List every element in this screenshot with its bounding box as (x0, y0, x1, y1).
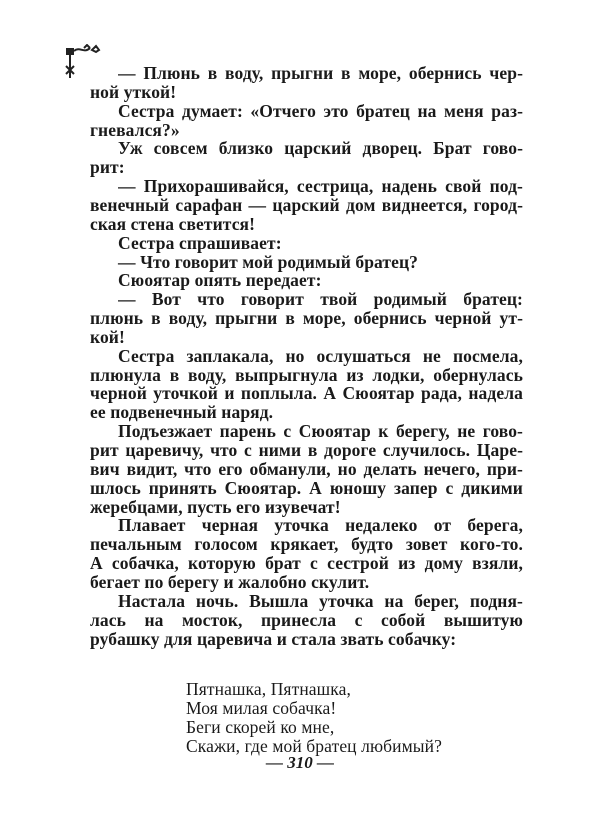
text-line: Сестра заплакала, но ослушаться не посмела, (118, 346, 523, 366)
text-line: гневался?» (90, 119, 180, 140)
text-line: Сюоятар опять передает: (118, 270, 322, 291)
text-line: Подъезжает парень с Сюоятар к берегу, не гово- (118, 422, 523, 442)
text-line: ной уткой! (90, 81, 177, 102)
text-line: ская стена светится! (90, 213, 256, 234)
page-number: — 310 — (266, 753, 334, 772)
text-line: печальным голосом крякает, будто зовет кого-то. (90, 535, 523, 555)
text-line: шлось принять Сюоятар. А юношу запер с дикими (90, 478, 523, 498)
poem-line: Моя милая собачка! (186, 698, 337, 718)
text-line: рит: (90, 157, 125, 178)
text-line: А собачка, которую брат с сестрой из дому взяли, (90, 554, 523, 574)
poem-line: Пятнашка, Пятнашка, (186, 679, 351, 699)
text-line: — Плюнь в воду, прыгни в море, обернись чер- (118, 64, 523, 83)
poem-line: Беги скорей ко мне, (186, 717, 335, 737)
text-line: рубашку для царевича и стала звать собачку: (90, 628, 457, 649)
text-line: черной уточкой и поплыла. А Сюоятар рада, надела (90, 384, 523, 404)
text-line: плюнула в воду, выпрыгнула из лодки, обернулась (90, 365, 523, 385)
text-line: — Прихорашивайся, сестрица, надень свой под- (118, 177, 523, 197)
text-line: Сестра думает: «Отчего это братец на меня раз- (118, 101, 523, 121)
text-line: — Вот что говорит твой родимый братец: (118, 290, 523, 310)
text-line: кой! (90, 326, 125, 347)
text-line: плюнь в воду, прыгни в море, обернись черной ут- (90, 309, 523, 329)
text-line: — Что говорит мой родимый братец? (118, 251, 419, 272)
text-line: Плавает черная уточка недалеко от берега, (118, 516, 523, 536)
text-line: вич видит, что его обманули, но делать нечего, при- (90, 459, 523, 479)
text-line: ее подвенечный наряд. (90, 402, 274, 423)
text-line: рит царевичу, что с ними в дороге случилось. Царе- (90, 441, 523, 460)
text-line: Настала ночь. Вышла уточка на берег, подня- (118, 591, 523, 611)
text-line: жеребцами, пусть его изувечат! (90, 496, 341, 517)
text-line: Уж совсем близко царский дворец. Брат гово- (118, 139, 523, 159)
text-line: Сестра спрашивает: (118, 232, 282, 253)
poem-line: Скажи, где мой братец любимый? (186, 736, 442, 756)
text-line: лась на мосток, принесла с собой вышитую (90, 610, 523, 630)
ornament-icon (64, 44, 104, 80)
text-line: венечный сарафан — царский дом виднеется, город- (90, 195, 523, 215)
text-line: бегает по берегу и жалобно скулит. (90, 571, 370, 592)
